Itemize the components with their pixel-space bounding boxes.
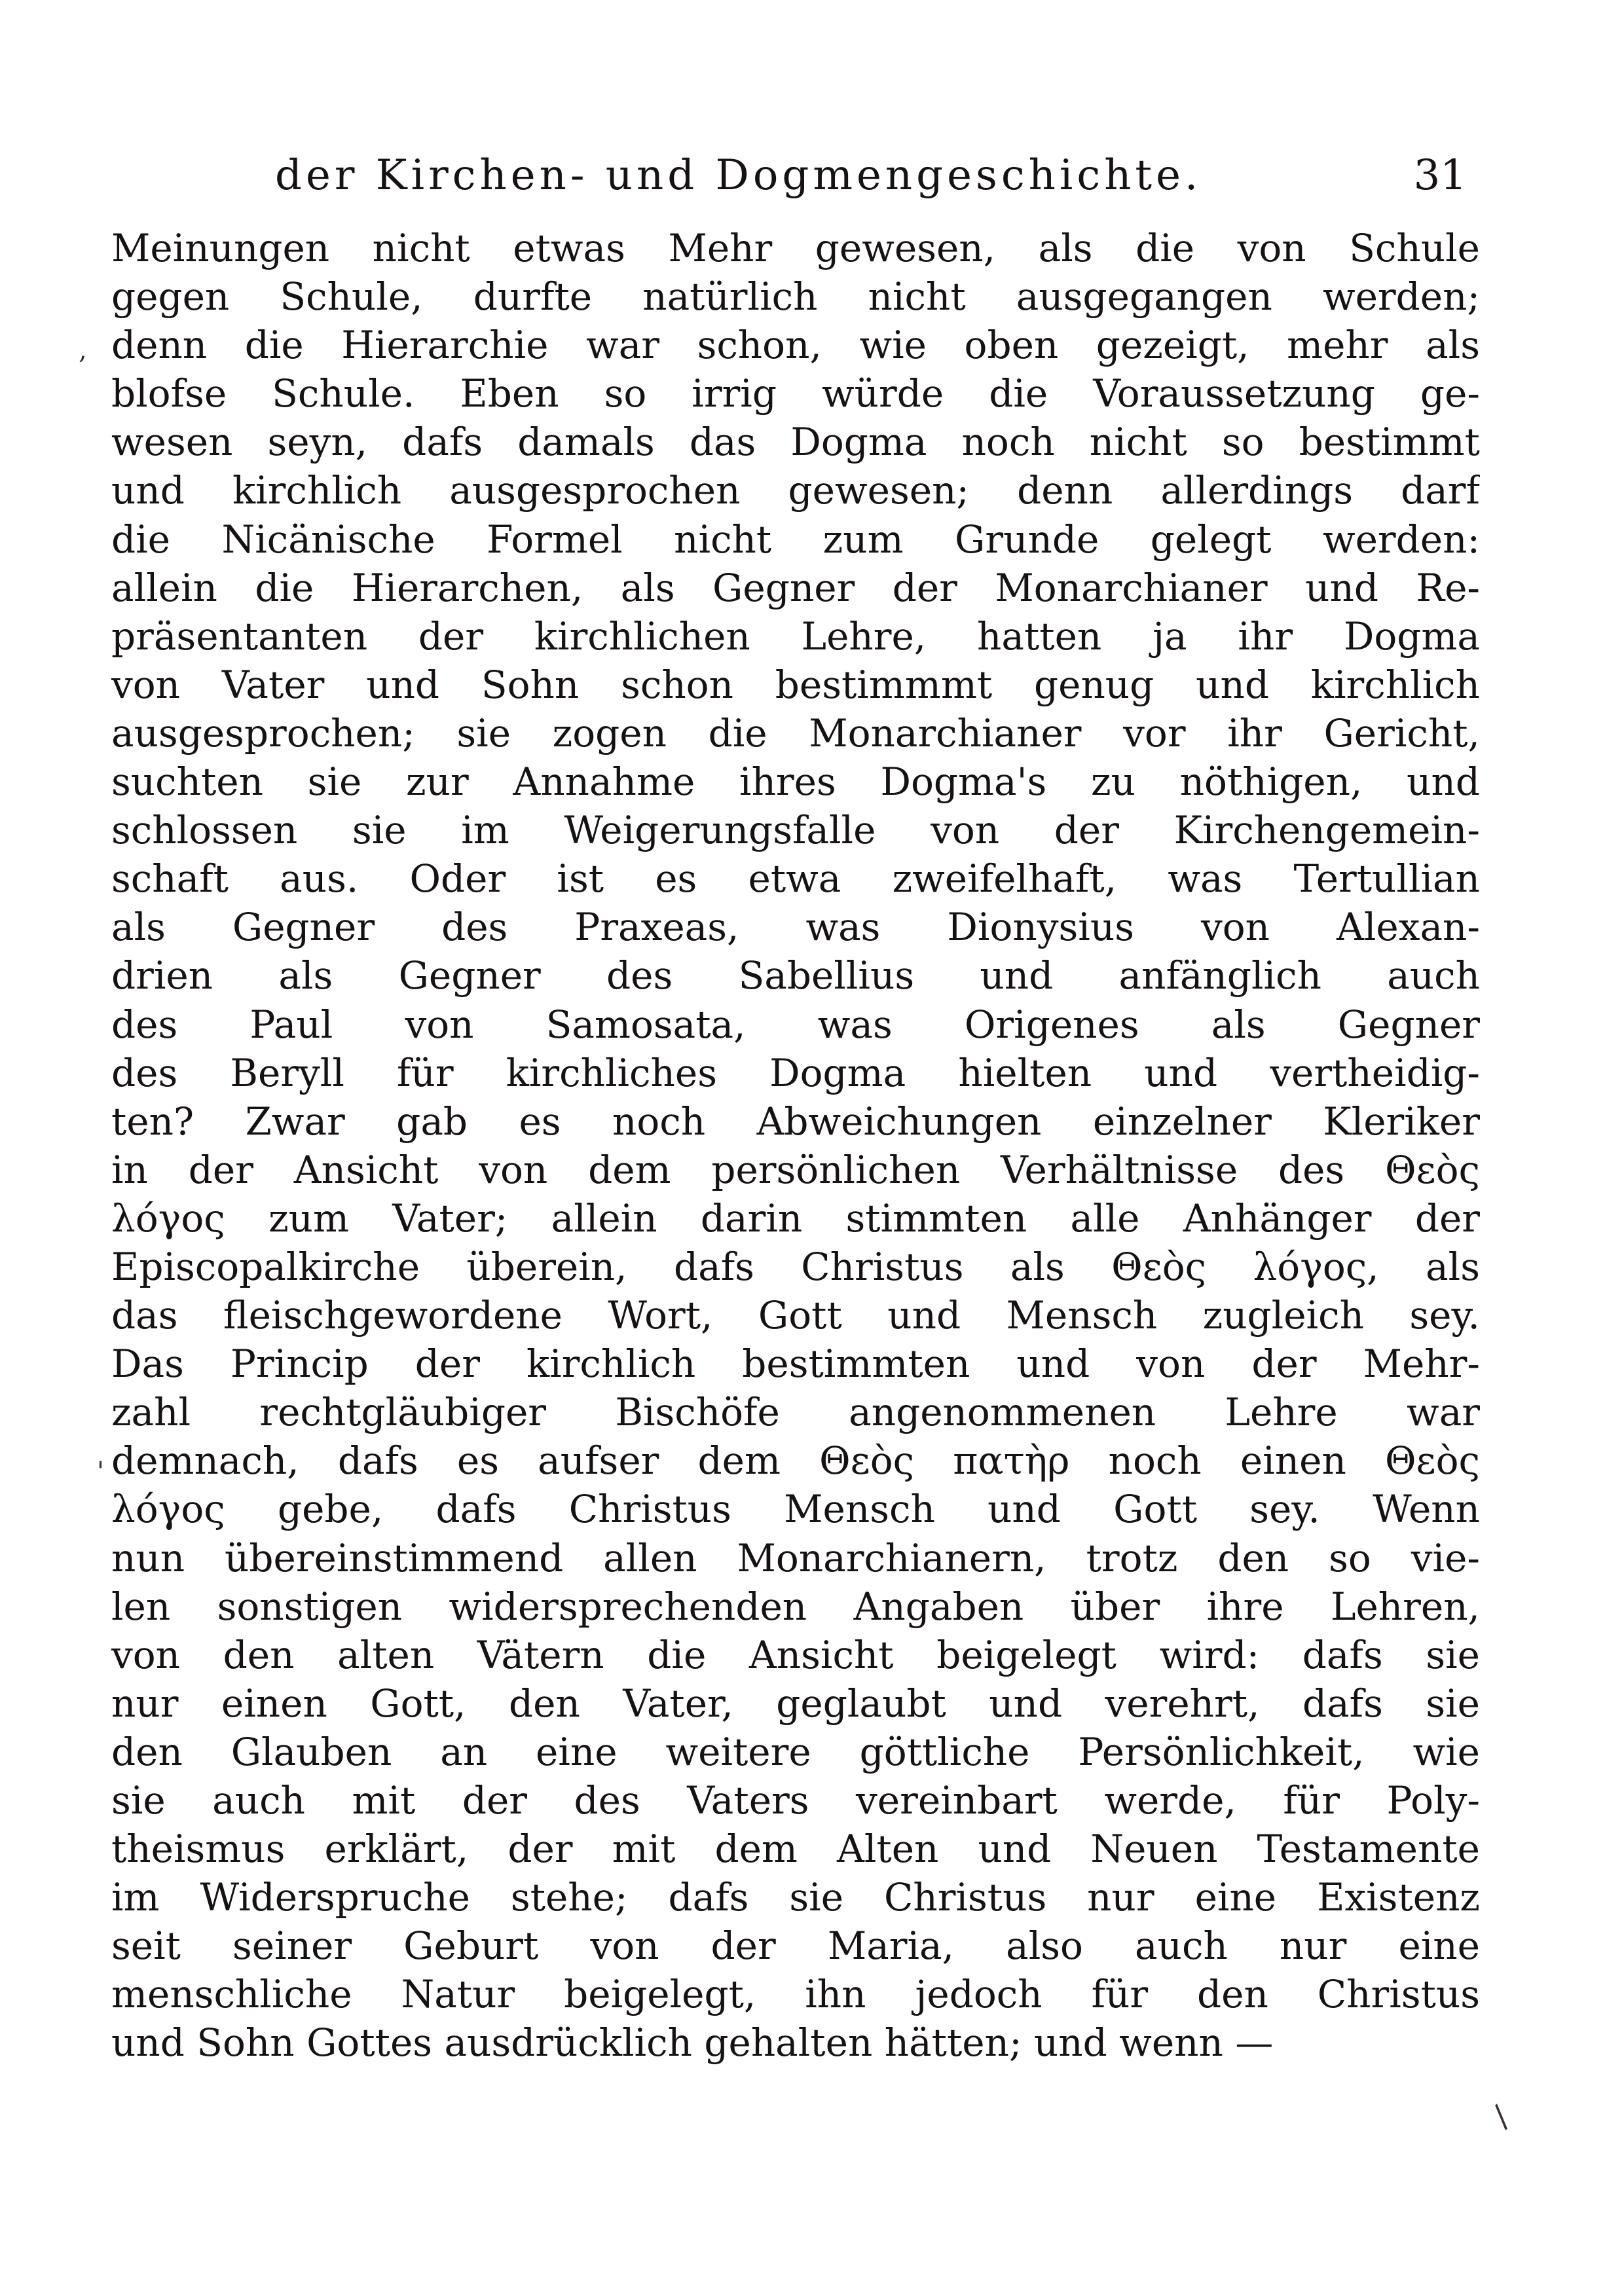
text-line: wesen seyn, dafs damals das Dogma noch nicht so bestimmt <box>111 420 1480 465</box>
text-line: λόγος zum Vater; allein darin stimmten alle Anhänger der <box>111 1195 1480 1241</box>
text-line: im Widerspruche stehe; dafs sie Christus nur eine Existenz <box>111 1875 1480 1920</box>
margin-speck: / <box>1485 2099 1517 2134</box>
text-line: demnach, dafs es aufser dem Θεὸς πατὴρ noch einen Θεὸς <box>111 1438 1480 1484</box>
text-line: seit seiner Geburt von der Maria, also auch nur eine <box>111 1923 1480 1969</box>
running-title: der Kirchen- und Dogmengeschichte. <box>275 151 1202 200</box>
text-line: und kirchlich ausgesprochen gewesen; denn allerdings darf <box>111 468 1480 513</box>
text-line: Das Princip der kirchlich bestimmten und von der Mehr- <box>111 1341 1480 1387</box>
text-line: gegen Schule, durfte natürlich nicht ausgegangen werden; <box>111 274 1480 319</box>
text-line: nun übereinstimmend allen Monarchianern, trotz den so vie- <box>111 1535 1480 1580</box>
text-line: ausgesprochen; sie zogen die Monarchianer vor ihr Gericht, <box>111 710 1480 756</box>
text-line: nur einen Gott, den Vater, geglaubt und verehrt, dafs sie <box>111 1681 1480 1726</box>
text-line: λόγος gebe, dafs Christus Mensch und Gott sey. Wenn <box>111 1487 1480 1532</box>
text-line: in der Ansicht von dem persönlichen Verhältnisse des Θεὸς <box>111 1147 1480 1192</box>
text-line: des Paul von Samosata, was Origenes als Gegner <box>111 1002 1480 1047</box>
text-line: denn die Hierarchie war schon, wie oben gezeigt, mehr als <box>111 323 1480 368</box>
body-text <box>111 224 1480 2068</box>
text-line: Episcopalkirche überein, dafs Christus als Θεὸς λόγος, als <box>111 1244 1480 1289</box>
text-line: das fleischgewordene Wort, Gott und Mensch zugleich sey. <box>111 1293 1480 1338</box>
text-line: zahl rechtgläubiger Bischöfe angenommenen Lehre war <box>111 1390 1480 1435</box>
text-line: Meinungen nicht etwas Mehr gewesen, als die von Schule <box>111 226 1480 270</box>
text-line: präsentanten der kirchlichen Lehre, hatten ja ihr Dogma <box>111 613 1480 659</box>
text-line: von Vater und Sohn schon bestimmmt genug und kirchlich <box>111 662 1480 707</box>
text-line: die Nicänische Formel nicht zum Grunde gelegt werden: <box>111 517 1480 562</box>
text-line: von den alten Vätern die Ansicht beigelegt wird: dafs sie <box>111 1632 1480 1677</box>
text-line: schaft aus. Oder ist es etwa zweifelhaft, was Tertullian <box>111 856 1480 902</box>
text-line: drien als Gegner des Sabellius und anfänglich auch <box>111 953 1480 998</box>
text-line: len sonstigen widersprechenden Angaben über ihre Lehren, <box>111 1584 1480 1629</box>
text-line: suchten sie zur Annahme ihres Dogma's zu nöthigen, und <box>111 759 1480 805</box>
text-line: als Gegner des Praxeas, was Dionysius von Alexan- <box>111 905 1480 950</box>
text-line: menschliche Natur beigelegt, ihn jedoch für den Christus <box>111 1972 1480 2017</box>
text-line: des Beryll für kirchliches Dogma hielten und vertheidig- <box>111 1050 1480 1095</box>
text-line: ten? Zwar gab es noch Abweichungen einzelner Kleriker <box>111 1099 1480 1144</box>
text-line: und Sohn Gottes ausdrücklich gehalten hätten; und wenn — <box>111 2020 1274 2066</box>
text-line: schlossen sie im Weigerungsfalle von der Kirchengemein- <box>111 808 1480 853</box>
margin-speck: ' <box>97 1457 104 1487</box>
text-line: den Glauben an eine weitere göttliche Persönlichkeit, wie <box>111 1729 1480 1774</box>
margin-speck: , <box>79 335 87 365</box>
running-head <box>275 149 1467 202</box>
text-line: blofse Schule. Eben so irrig würde die Voraussetzung ge- <box>111 371 1480 416</box>
text-line: sie auch mit der des Vaters vereinbart werde, für Poly- <box>111 1778 1480 1823</box>
text-line: theismus erklärt, der mit dem Alten und Neuen Testamente <box>111 1827 1480 1872</box>
text-line: allein die Hierarchen, als Gegner der Monarchianer und Re- <box>111 565 1480 610</box>
page-number: 31 <box>1413 151 1467 200</box>
